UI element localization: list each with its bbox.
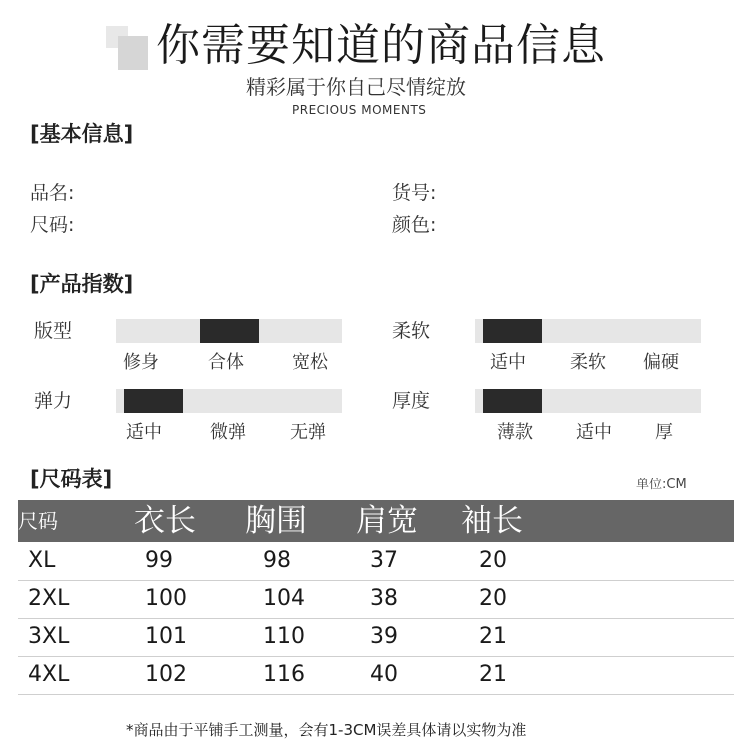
metric-bar-fit-selected <box>200 319 259 343</box>
metric-option-fit-2: 合体 <box>208 352 244 373</box>
table-cell-size: 4XL <box>28 662 70 687</box>
metric-option-thickness-1: 薄款 <box>497 422 533 443</box>
field-product-name: 品名: <box>30 182 75 204</box>
section-title-product-index: [产品指数] <box>30 272 134 296</box>
size-table-header-shoulder: 肩宽 <box>356 503 418 539</box>
section-title-size-chart: [尺码表] <box>30 467 113 491</box>
page-subtitle-en: PRECIOUS MOMENTS <box>292 103 427 117</box>
table-cell-shoulder: 39 <box>370 624 398 649</box>
metric-label-fit: 版型 <box>34 320 73 342</box>
table-cell-chest: 116 <box>263 662 305 687</box>
metric-bar-thickness <box>475 389 701 413</box>
size-table-header-size: 尺码 <box>18 509 58 533</box>
table-cell-length: 102 <box>145 662 187 687</box>
metric-bar-thickness-selected <box>483 389 542 413</box>
metric-bar-elasticity <box>116 389 342 413</box>
table-row <box>18 618 734 657</box>
table-cell-shoulder: 38 <box>370 586 398 611</box>
metric-option-fit-3: 宽松 <box>292 352 328 373</box>
metric-bar-fit <box>116 319 342 343</box>
metric-option-elasticity-1: 适中 <box>126 422 162 443</box>
size-table-header-length: 衣长 <box>134 503 196 539</box>
field-sku: 货号: <box>392 182 437 204</box>
table-cell-sleeve: 20 <box>479 586 507 611</box>
table-cell-shoulder: 40 <box>370 662 398 687</box>
table-cell-chest: 110 <box>263 624 305 649</box>
table-cell-shoulder: 37 <box>370 548 398 573</box>
table-cell-length: 100 <box>145 586 187 611</box>
metric-option-elasticity-3: 无弹 <box>290 422 326 443</box>
table-cell-size: XL <box>28 548 56 573</box>
metric-bar-softness <box>475 319 701 343</box>
table-cell-length: 99 <box>145 548 173 573</box>
table-cell-size: 3XL <box>28 624 70 649</box>
table-cell-chest: 104 <box>263 586 305 611</box>
section-title-basic-info: [基本信息] <box>30 122 134 146</box>
measurement-note: *商品由于平铺手工测量，会有1-3CM误差具体请以实物为准 <box>126 721 527 739</box>
metric-bar-elasticity-selected <box>124 389 183 413</box>
metric-option-thickness-3: 厚 <box>655 422 673 443</box>
metric-option-fit-1: 修身 <box>123 352 159 373</box>
size-table-header <box>18 500 734 542</box>
table-row <box>18 580 734 619</box>
table-cell-size: 2XL <box>28 586 70 611</box>
size-table-header-sleeve: 袖长 <box>461 503 523 539</box>
metric-option-softness-1: 适中 <box>490 352 526 373</box>
logo-square-dark <box>118 36 148 70</box>
size-table-header-chest: 胸围 <box>245 503 307 539</box>
table-row <box>18 542 734 581</box>
field-size: 尺码: <box>30 214 75 236</box>
page-title: 你需要知道的商品信息 <box>156 20 606 71</box>
table-cell-sleeve: 21 <box>479 662 507 687</box>
metric-option-softness-3: 偏硬 <box>643 352 679 373</box>
metric-option-thickness-2: 适中 <box>576 422 612 443</box>
field-color: 颜色: <box>392 214 437 236</box>
table-cell-length: 101 <box>145 624 187 649</box>
metric-label-softness: 柔软 <box>392 320 431 342</box>
metric-label-elasticity: 弹力 <box>34 390 73 412</box>
table-cell-sleeve: 20 <box>479 548 507 573</box>
table-row <box>18 656 734 695</box>
metric-option-softness-2: 柔软 <box>570 352 606 373</box>
metric-bar-softness-selected <box>483 319 542 343</box>
size-chart-unit: 单位:CM <box>636 478 687 490</box>
table-cell-chest: 98 <box>263 548 291 573</box>
table-cell-sleeve: 21 <box>479 624 507 649</box>
page-subtitle: 精彩属于你自己尽情绽放 <box>246 75 466 99</box>
metric-option-elasticity-2: 微弹 <box>210 422 246 443</box>
metric-label-thickness: 厚度 <box>392 390 431 412</box>
